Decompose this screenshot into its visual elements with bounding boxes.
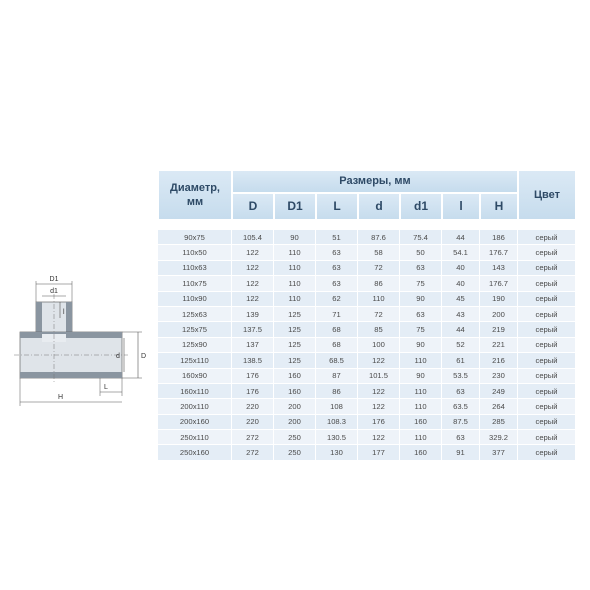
cell-color: серый: [518, 369, 576, 384]
cell-value: 68: [316, 338, 358, 353]
cell-color: серый: [518, 322, 576, 337]
table-row: [158, 338, 576, 353]
cell-value: 216: [480, 353, 518, 368]
dimensions-table-wrapper: [158, 170, 576, 461]
cell-value: 125: [274, 338, 316, 353]
label-l: l: [63, 309, 65, 316]
cell-value: 40: [442, 261, 480, 276]
cell-value: 63: [400, 307, 442, 322]
cell-color: серый: [518, 276, 576, 291]
cell-value: 264: [480, 399, 518, 414]
cell-value: 44: [442, 322, 480, 337]
table-row: [158, 245, 576, 260]
cell-value: 68.5: [316, 353, 358, 368]
cell-diameter: 125x110: [158, 353, 232, 368]
cell-value: 220: [232, 415, 274, 430]
cell-diameter: 125x75: [158, 322, 232, 337]
cell-value: 176: [232, 369, 274, 384]
cell-value: 44: [442, 230, 480, 245]
cell-value: 63: [316, 245, 358, 260]
cell-value: 329.2: [480, 430, 518, 445]
cell-value: 122: [358, 399, 400, 414]
cell-value: 176.7: [480, 245, 518, 260]
header-diameter-label: Диаметр,: [170, 182, 220, 194]
cell-value: 272: [232, 445, 274, 460]
cell-diameter: 200x110: [158, 399, 232, 414]
cell-value: 110: [274, 276, 316, 291]
cell-color: серый: [518, 445, 576, 460]
cell-value: 122: [232, 245, 274, 260]
label-d: d: [116, 353, 120, 360]
cell-value: 72: [358, 261, 400, 276]
col-header: D1: [274, 193, 316, 220]
table-row: [158, 261, 576, 276]
cell-value: 272: [232, 430, 274, 445]
table-row: [158, 384, 576, 399]
table-row: [158, 322, 576, 337]
cell-diameter: 110x90: [158, 292, 232, 307]
cell-value: 61: [442, 353, 480, 368]
cell-value: 62: [316, 292, 358, 307]
cell-value: 130: [316, 445, 358, 460]
table-row: [158, 353, 576, 368]
cell-color: серый: [518, 430, 576, 445]
cell-value: 51: [316, 230, 358, 245]
cell-value: 90: [274, 230, 316, 245]
table-row: [158, 307, 576, 322]
cell-value: 63: [316, 261, 358, 276]
header-diameter-unit: мм: [186, 196, 204, 208]
label-D: D: [141, 353, 147, 360]
cell-value: 220: [232, 399, 274, 414]
cell-value: 108: [316, 399, 358, 414]
cell-value: 90: [400, 292, 442, 307]
cell-value: 160: [274, 369, 316, 384]
cell-value: 87.6: [358, 230, 400, 245]
header-diameter: [158, 170, 232, 220]
cell-value: 105.4: [232, 230, 274, 245]
label-H: H: [58, 394, 64, 401]
cell-value: 58: [358, 245, 400, 260]
cell-value: 45: [442, 292, 480, 307]
cell-value: 50: [400, 245, 442, 260]
main-wall-top: [20, 332, 122, 338]
cell-value: 200: [274, 415, 316, 430]
cell-diameter: 110x75: [158, 276, 232, 291]
cell-value: 110: [400, 430, 442, 445]
cell-diameter: 125x90: [158, 338, 232, 353]
cell-value: 40: [442, 276, 480, 291]
col-header: d: [358, 193, 400, 220]
cell-value: 100: [358, 338, 400, 353]
cell-value: 186: [480, 230, 518, 245]
cell-value: 63: [316, 276, 358, 291]
label-L: L: [104, 384, 108, 391]
cell-diameter: 110x63: [158, 261, 232, 276]
cell-diameter: 200x160: [158, 415, 232, 430]
cell-value: 68: [316, 322, 358, 337]
cell-value: 63: [442, 384, 480, 399]
cell-value: 110: [274, 261, 316, 276]
cell-value: 122: [232, 261, 274, 276]
cell-value: 160: [400, 445, 442, 460]
branch-wall-left: [36, 302, 42, 334]
cell-value: 249: [480, 384, 518, 399]
col-header: D: [232, 193, 274, 220]
label-D1: D1: [49, 276, 59, 283]
cell-value: 143: [480, 261, 518, 276]
cell-value: 90: [400, 369, 442, 384]
cell-value: 75: [400, 322, 442, 337]
cell-value: 190: [480, 292, 518, 307]
cell-color: серый: [518, 230, 576, 245]
cell-value: 87.5: [442, 415, 480, 430]
cell-value: 377: [480, 445, 518, 460]
cell-color: серый: [518, 338, 576, 353]
cell-value: 101.5: [358, 369, 400, 384]
cell-color: серый: [518, 399, 576, 414]
cell-value: 160: [274, 384, 316, 399]
cell-value: 52: [442, 338, 480, 353]
cell-color: серый: [518, 261, 576, 276]
cell-value: 125: [274, 322, 316, 337]
cell-value: 125: [274, 353, 316, 368]
cell-diameter: 160x90: [158, 369, 232, 384]
dimensions-table: [158, 170, 576, 461]
cell-value: 138.5: [232, 353, 274, 368]
cell-value: 110: [274, 245, 316, 260]
cell-value: 110: [400, 353, 442, 368]
cell-value: 110: [400, 399, 442, 414]
cell-color: серый: [518, 307, 576, 322]
cell-value: 43: [442, 307, 480, 322]
cell-value: 230: [480, 369, 518, 384]
cell-value: 122: [232, 292, 274, 307]
cell-value: 54.1: [442, 245, 480, 260]
cell-value: 122: [358, 384, 400, 399]
cell-value: 110: [358, 292, 400, 307]
cell-value: 160: [400, 415, 442, 430]
label-d1: d1: [50, 288, 58, 295]
table-row: [158, 292, 576, 307]
cell-value: 139: [232, 307, 274, 322]
cell-value: 75: [400, 276, 442, 291]
col-header: d1: [400, 193, 442, 220]
cell-value: 125: [274, 307, 316, 322]
header-sizes: Размеры, мм: [232, 170, 518, 193]
cell-diameter: 90x75: [158, 230, 232, 245]
cell-color: серый: [518, 384, 576, 399]
cell-value: 122: [358, 430, 400, 445]
cell-value: 90: [400, 338, 442, 353]
cell-value: 75.4: [400, 230, 442, 245]
cell-value: 250: [274, 430, 316, 445]
cell-value: 122: [232, 276, 274, 291]
cell-value: 200: [274, 399, 316, 414]
cell-diameter: 125x63: [158, 307, 232, 322]
cell-value: 71: [316, 307, 358, 322]
cell-value: 72: [358, 307, 400, 322]
cell-value: 176.7: [480, 276, 518, 291]
cell-color: серый: [518, 245, 576, 260]
cell-value: 108.3: [316, 415, 358, 430]
header-color: Цвет: [518, 170, 576, 220]
cell-diameter: 250x160: [158, 445, 232, 460]
table-row: [158, 445, 576, 460]
cell-value: 87: [316, 369, 358, 384]
cell-value: 137: [232, 338, 274, 353]
cell-color: серый: [518, 415, 576, 430]
col-header: l: [442, 193, 480, 220]
cell-value: 176: [358, 415, 400, 430]
cell-value: 137.5: [232, 322, 274, 337]
table-row: [158, 399, 576, 414]
cell-value: 63: [442, 430, 480, 445]
cell-value: 63.5: [442, 399, 480, 414]
table-body: [158, 220, 576, 461]
cell-value: 110: [400, 384, 442, 399]
cell-color: серый: [518, 353, 576, 368]
cell-value: 200: [480, 307, 518, 322]
col-header: H: [480, 193, 518, 220]
table-row: [158, 369, 576, 384]
cell-diameter: 160x110: [158, 384, 232, 399]
cell-value: 85: [358, 322, 400, 337]
cell-value: 285: [480, 415, 518, 430]
cell-value: 86: [358, 276, 400, 291]
cell-color: серый: [518, 292, 576, 307]
table-row: [158, 430, 576, 445]
col-header: L: [316, 193, 358, 220]
cell-value: 86: [316, 384, 358, 399]
cell-value: 110: [274, 292, 316, 307]
branch-wall-right: [66, 302, 72, 334]
cell-value: 250: [274, 445, 316, 460]
cell-value: 53.5: [442, 369, 480, 384]
cell-value: 130.5: [316, 430, 358, 445]
cell-value: 91: [442, 445, 480, 460]
table-row: [158, 415, 576, 430]
cell-value: 177: [358, 445, 400, 460]
table-row: [158, 230, 576, 245]
cell-value: 221: [480, 338, 518, 353]
cell-diameter: 250x110: [158, 430, 232, 445]
cell-value: 63: [400, 261, 442, 276]
tee-drawing: [14, 272, 160, 412]
cell-value: 219: [480, 322, 518, 337]
main-wall-bottom: [20, 372, 122, 378]
cell-value: 176: [232, 384, 274, 399]
cell-value: 122: [358, 353, 400, 368]
table-row: [158, 276, 576, 291]
cell-diameter: 110x50: [158, 245, 232, 260]
